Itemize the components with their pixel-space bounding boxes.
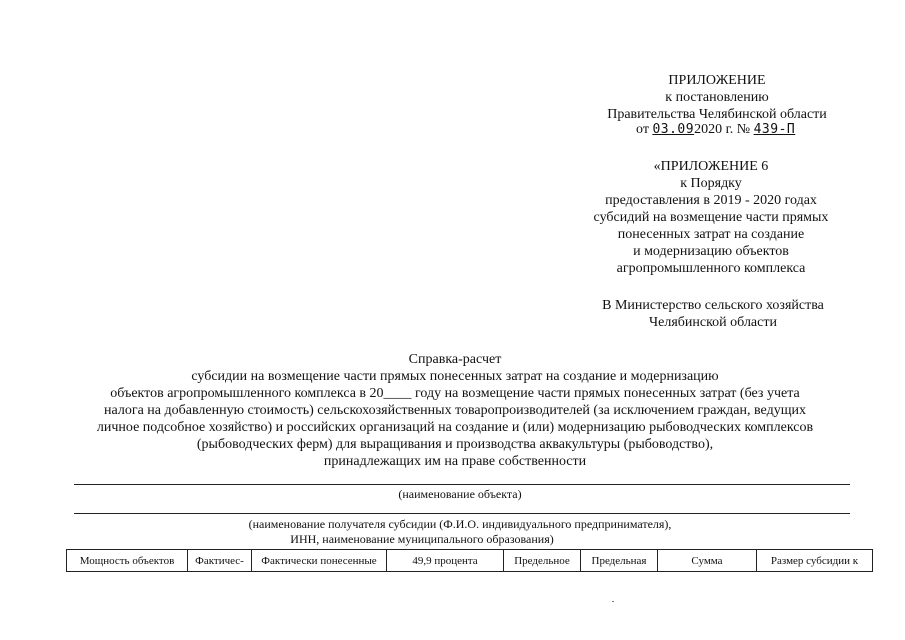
object-name-field[interactable]	[74, 484, 850, 485]
table-header-cell: Мощность объектов	[67, 550, 188, 572]
addressee-line: Челябинской области	[649, 315, 777, 330]
object-name-caption: (наименование объекта)	[398, 487, 522, 501]
document-title: Справка-расчет	[408, 352, 502, 367]
table-header-cell: Фактически понесенные	[252, 550, 387, 572]
table-header-cell: 49,9 процента	[387, 550, 504, 572]
government-line: Правительства Челябинской области	[607, 107, 827, 122]
date-prefix: от	[636, 122, 649, 137]
resolution-date: 03.09	[652, 122, 695, 137]
appendix-title: «ПРИЛОЖЕНИЕ 6	[653, 159, 769, 174]
document-text-line: субсидии на возмещение части прямых понесенных затрат на создание и модернизацию	[191, 369, 719, 384]
document-text-line: (рыбоводческих ферм) для выращивания и производства аквакультуры (рыбоводство),	[196, 437, 714, 452]
attachment-title: ПРИЛОЖЕНИЕ	[668, 73, 766, 88]
addressee-line: В Министерство сельского хозяйства	[602, 298, 824, 313]
recipient-caption: (наименование получателя субсидии (Ф.И.О. индивидуального предпринимателя),	[248, 517, 672, 531]
recipient-caption: ИНН, наименование муниципального образования)	[290, 532, 554, 546]
scan-speck	[612, 601, 614, 602]
appendix-line: к Порядку	[680, 176, 742, 191]
table-header-row	[67, 550, 873, 572]
document-text-line: личное подсобное хозяйство) и российских организаций на создание и (или) модернизацию рыбоводческих комплексов	[96, 420, 814, 435]
subsidy-table	[66, 549, 873, 572]
resolution-line: к постановлению	[665, 90, 769, 105]
resolution-date-line	[636, 122, 795, 138]
year-label: 2020 г. №	[694, 122, 751, 137]
table-header-cell: Фактичес-	[188, 550, 252, 572]
document-text-line: налога на добавленную стоимость) сельскохозяйственных товаропроизводителей (за исключением граждан, ведущих	[104, 403, 806, 418]
table-header-cell: Сумма	[658, 550, 757, 572]
appendix-line: предоставления в 2019 - 2020 годах	[605, 193, 817, 208]
table-header-cell: Размер субсидии к	[757, 550, 873, 572]
table-header-cell: Предельное	[504, 550, 581, 572]
appendix-line: и модернизацию объектов	[633, 244, 789, 259]
appendix-line: понесенных затрат на создание	[617, 227, 805, 242]
table-header-cell: Предельная	[581, 550, 658, 572]
appendix-line: агропромышленного комплекса	[616, 261, 806, 276]
recipient-field[interactable]	[74, 513, 850, 514]
appendix-line: субсидий на возмещение части прямых	[593, 210, 829, 225]
resolution-number: 439-П	[753, 122, 796, 137]
document-text-line: объектов агропромышленного комплекса в 20____ году на возмещение части прямых понесенных затрат (без учета	[110, 386, 800, 401]
document-text-line: принадлежащих им на праве собственности	[323, 454, 587, 469]
